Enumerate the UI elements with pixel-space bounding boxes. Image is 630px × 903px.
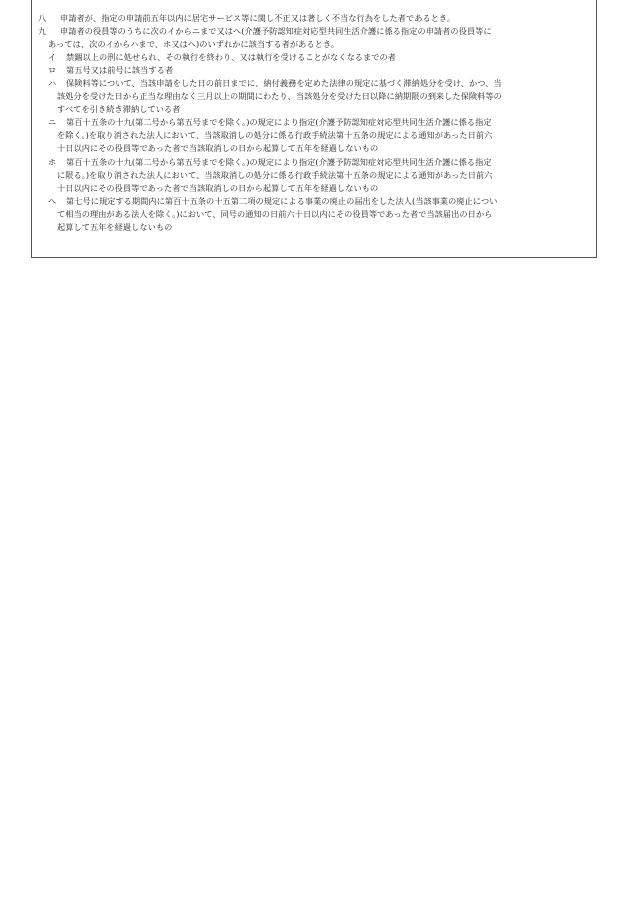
sub-ha-line-1 [48, 78, 502, 89]
sub-he-line-2 [57, 209, 492, 220]
sub-ni-line-3 [57, 143, 378, 154]
sub-ro-marker: ロ [48, 65, 57, 75]
sub-ho-text-1: 第百十五条の十九(第二号から第五号までを除く。)の規定により指定(介護予防認知症対応型共同生活介護に係る指定 [66, 157, 492, 167]
sub-ho-line-3 [57, 183, 378, 194]
sub-ni-text-3: 十日以内にその役員等であった者で当該取消しの日から起算して五年を経過しないもの [57, 143, 379, 153]
sub-i-marker: イ [48, 52, 57, 62]
sub-he-text-1: 第七号に規定する期間内に第百十五条の十五第二項の規定による事業の廃止の届出をした法人(当該事業の廃止につい [66, 196, 498, 206]
sub-ho-line-2 [57, 170, 493, 181]
sub-he-text-3: 起算して五年を経過しないもの [57, 222, 173, 232]
sub-ha-text-2: 該処分を受けた日から正当な理由なく三月以上の期間にわたり、当該処分を受けた日以降に納期限の到来した保険料等の [57, 91, 502, 101]
item-8-marker: 八 [38, 13, 47, 23]
sub-ni-line-1 [48, 117, 492, 128]
sub-he-text-2: て相当の理由がある法人を除く。)において、同号の通知の日前六十日以内にその役員等であった者で当該届出の日から [57, 209, 493, 219]
sub-i-text-1: 禁錮以上の刑に処せられ、その執行を終わり、又は執行を受けることがなくなるまでの者 [66, 52, 396, 62]
sub-ha-text-3: すべてを引き続き滞納している者 [57, 104, 181, 114]
sub-ha-line-3 [57, 104, 180, 115]
sub-ha-marker: ハ [48, 78, 57, 88]
sub-ni-marker: ニ [48, 117, 57, 127]
item-9-text-2: あっては、次のイからハまで、ホ又はへ)のいずれかに該当する者があるとき。 [48, 39, 339, 49]
sub-ni-line-2 [57, 130, 492, 141]
sub-ni-text-2: を除く。)を取り消された法人において、当該取消しの処分に係る行政手続法第十五条の規定による通知があった日前六 [57, 130, 493, 140]
item-9-text-1: 申請者の役員等のうちに次のイからニまで又はへ(介護予防認知症対応型共同生活介護に係る指定の申請者の役員等に [60, 26, 492, 36]
item-9-marker: 九 [38, 26, 47, 36]
item-8-text-1: 申請者が、指定の申請前五年以内に居宅サービス等に関し不正又は著しく不当な行為をした者であるとき。 [60, 13, 456, 23]
sub-he-line-3 [57, 222, 172, 233]
item-8-line-1 [38, 13, 455, 24]
sub-ha-text-1: 保険料等について、当該申請をした日の前日までに、納付義務を定めた法律の規定に基づく滞納処分を受け、かつ、当 [66, 78, 502, 88]
sub-ha-line-2 [57, 91, 502, 102]
sub-ro-text-1: 第五号又は前号に該当する者 [66, 65, 174, 75]
sub-ho-marker: ホ [48, 157, 57, 167]
document-box [31, 0, 597, 258]
sub-he-line-1 [48, 196, 497, 207]
item-9-line-2 [48, 39, 339, 50]
item-9-line-1 [38, 26, 492, 37]
sub-ro-line-1 [48, 65, 173, 76]
sub-i-line-1 [48, 52, 396, 63]
sub-ho-text-2: に限る。)を取り消された法人において、当該取消しの処分に係る行政手続法第十五条の規定による通知があった日前六 [57, 170, 493, 180]
sub-ho-text-3: 十日以内にその役員等であった者で当該取消しの日から起算して五年を経過しないもの [57, 183, 379, 193]
sub-ni-text-1: 第百十五条の十九(第二号から第五号までを除く。)の規定により指定(介護予防認知症対応型共同生活介護に係る指定 [66, 117, 492, 127]
sub-he-marker: へ [48, 196, 57, 206]
sub-ho-line-1 [48, 157, 492, 168]
